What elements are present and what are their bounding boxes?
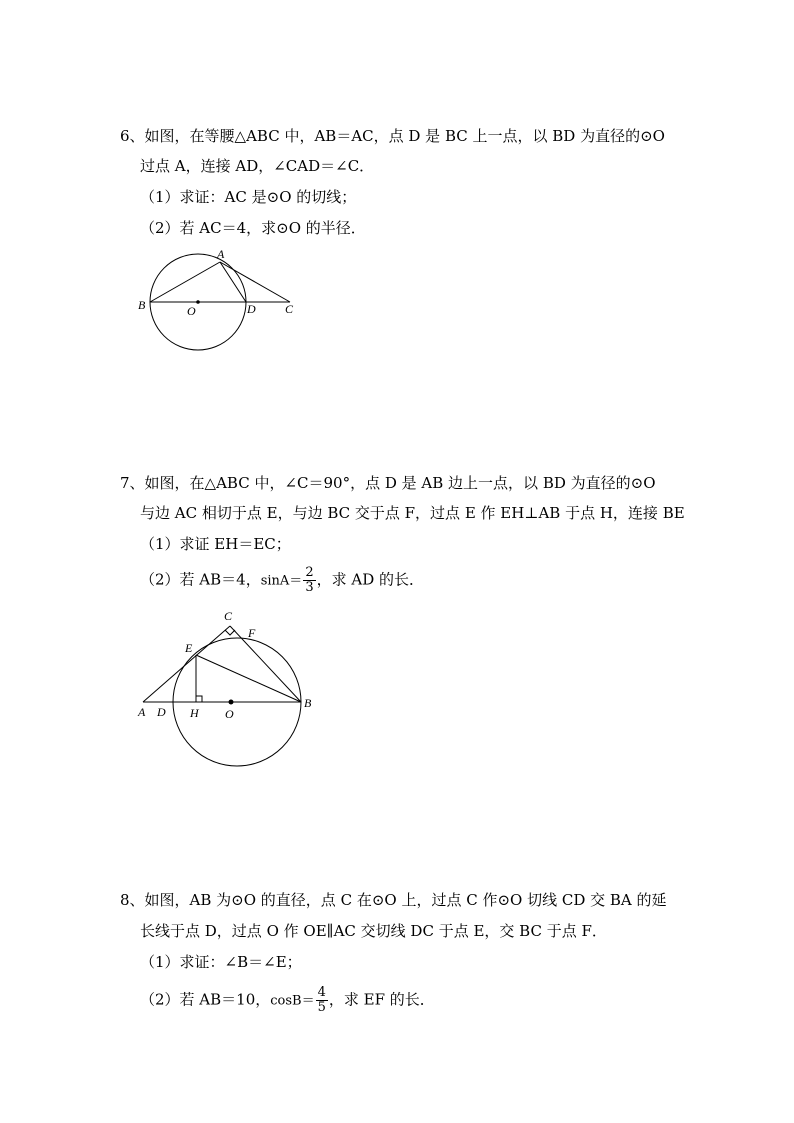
problem-7-figure — [130, 605, 330, 770]
fraction-numerator: 4 — [317, 985, 326, 1000]
label-f: F — [248, 626, 256, 640]
problem-6-figure — [130, 245, 310, 355]
fraction-denominator: 3 — [305, 580, 314, 595]
segment-eb — [196, 655, 301, 702]
problem-7-fraction — [303, 566, 315, 595]
segment-ab — [150, 262, 220, 302]
problem-8-part-2 — [140, 986, 435, 1015]
label-o: O — [187, 304, 196, 318]
problem-6-part-1: （1）求证：AC 是⊙O 的切线； — [140, 188, 357, 206]
fraction-numerator: 2 — [305, 565, 314, 580]
label-d: D — [157, 705, 166, 719]
problem-6-line-2: 过点 A，连接 AD，∠CAD＝∠C． — [140, 157, 375, 175]
label-o: O — [225, 707, 234, 721]
segment-cb — [230, 626, 301, 702]
problem-7-part-1: （1）求证 EH＝EC； — [140, 535, 291, 553]
problem-8-part-1: （1）求证：∠B＝∠E； — [140, 953, 302, 971]
label-c: C — [224, 609, 233, 623]
problem-7-line-1: 7、如图，在△ABC 中，∠C＝90°，点 D 是 AB 边上一点，以 BD 为直径的⊙O — [120, 474, 656, 492]
label-b: B — [304, 696, 312, 710]
center-dot — [196, 300, 200, 304]
center-dot — [229, 700, 234, 705]
label-h: H — [190, 706, 199, 720]
problem-6-line-1: 6、如图，在等腰△ABC 中，AB＝AC，点 D 是 BC 上一点，以 BD 为直径的⊙O — [120, 127, 665, 145]
problem-7-part-2-prefix: （2）若 AB＝4， — [140, 570, 261, 589]
label-a: A — [217, 247, 225, 261]
fraction-denominator: 5 — [317, 1000, 326, 1015]
label-a: A — [138, 705, 146, 719]
problem-7-sin-label: sinA＝ — [260, 573, 303, 589]
problem-7-part-2-suffix: ，求 AD 的长． — [316, 570, 424, 589]
label-e: E — [185, 641, 193, 655]
problem-7-part-2 — [140, 566, 424, 595]
problem-8-part-2-suffix: ，求 EF 的长． — [328, 990, 435, 1009]
label-d: D — [247, 302, 256, 316]
problem-8-fraction — [316, 986, 328, 1015]
problem-8-line-1: 8、如图，AB 为⊙O 的直径，点 C 在⊙O 上，过点 C 作⊙O 切线 CD 交 BA 的延 — [120, 891, 667, 909]
right-angle-h — [196, 696, 202, 702]
problem-7-line-2: 与边 AC 相切于点 E，与边 BC 交于点 F，过点 E 作 EH⊥AB 于点 H，连接 BE — [140, 504, 685, 522]
label-b: B — [138, 298, 146, 312]
problem-6-part-2: （2）若 AC＝4，求⊙O 的半径． — [140, 219, 366, 237]
problem-8-part-2-prefix: （2）若 AB＝10， — [140, 990, 271, 1009]
problem-8-line-2: 长线于点 D，过点 O 作 OE∥AC 交切线 DC 于点 E，交 BC 于点 F． — [140, 922, 607, 940]
segment-ac — [220, 262, 290, 302]
right-angle-c — [225, 630, 235, 635]
problem-8-cos-label: cosB＝ — [270, 993, 315, 1009]
label-c: C — [285, 302, 294, 316]
